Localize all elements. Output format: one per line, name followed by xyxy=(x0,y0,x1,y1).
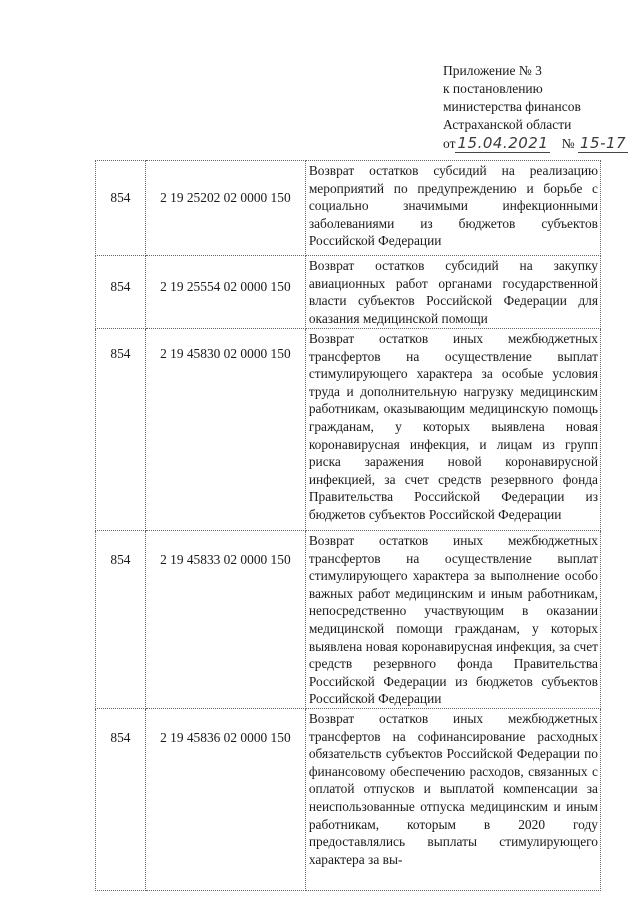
table-row xyxy=(96,161,601,256)
table-row xyxy=(96,256,601,329)
description-cell: Возврат остатков субсидий на реализацию мероприятий по предупреждению и борьбе с социально значимыми инфекционными заболеваниями из бюджетов субъектов Российской Федерации xyxy=(305,161,600,256)
number-label: № xyxy=(561,136,575,151)
date-prefix: от xyxy=(443,136,456,151)
description-cell: Возврат остатков иных межбюджетных трансфертов на осуществление выплат стимулирующего характера за особые условия труда и дополнительную нагрузку медицинским работникам, оказывающим медицинскую помощь гражданам, у которых выявлена новая коронавирусная инфекция, и лицам из групп риска заражения новой коронавирусной инфекцией, за счет средств резервного фонда Правительства Российской Федерации из бюджетов субъектов Российской Федерации xyxy=(305,329,600,531)
table-row xyxy=(96,329,601,531)
description-cell: Возврат остатков иных межбюджетных трансфертов на софинансирование расходных обязательств субъектов Российской Федерации по финансовому обеспечению расходов, связанных с оплатой отпусков и выплатой компенсации за неиспользованные отпуска медицинским и иным работникам, которым в 2020 году предоставлялись выплаты стимулирующего характера за вы- xyxy=(305,709,600,891)
admin-code-cell: 854 xyxy=(96,329,146,531)
description-cell: Возврат остатков иных межбюджетных трансфертов на осуществление выплат стимулирующего характера за выполнение особо важных работ медицинским и иным работникам, непосредственно участвующим в оказании медицинской помощи гражданам, у которых выявлена новая коронавирусная инфекция, за счет средств резервного фонда Правительства Российской Федерации из бюджетов субъектов Российской Федерации xyxy=(305,531,600,709)
kbk-cell: 2 19 25202 02 0000 150 xyxy=(145,161,305,256)
handwritten-date: 15.04.2021 xyxy=(457,134,549,152)
appendix-ministry-line: министерства финансов xyxy=(443,99,581,114)
description-cell: Возврат остатков субсидий на закупку авиационных работ органами государственной власти субъектов Российской Федерации для оказания медицинской помощи xyxy=(305,256,600,329)
appendix-title: Приложение № 3 xyxy=(443,63,542,78)
table-row xyxy=(96,531,601,709)
admin-code-cell: 854 xyxy=(96,256,146,329)
kbk-cell: 2 19 45833 02 0000 150 xyxy=(145,531,305,709)
admin-code-cell: 854 xyxy=(96,709,146,891)
appendix-header xyxy=(443,62,633,153)
handwritten-number: 15-17 xyxy=(580,134,627,152)
appendix-region-line: Астраханской области xyxy=(443,117,572,132)
budget-codes-table xyxy=(95,160,601,891)
table-row xyxy=(96,709,601,891)
kbk-cell: 2 19 45836 02 0000 150 xyxy=(145,709,305,891)
admin-code-cell: 854 xyxy=(96,531,146,709)
kbk-cell: 2 19 25554 02 0000 150 xyxy=(145,256,305,329)
appendix-date-number-line xyxy=(443,134,633,153)
kbk-cell: 2 19 45830 02 0000 150 xyxy=(145,329,305,531)
admin-code-cell: 854 xyxy=(96,161,146,256)
appendix-ref-line: к постановлению xyxy=(443,81,543,96)
